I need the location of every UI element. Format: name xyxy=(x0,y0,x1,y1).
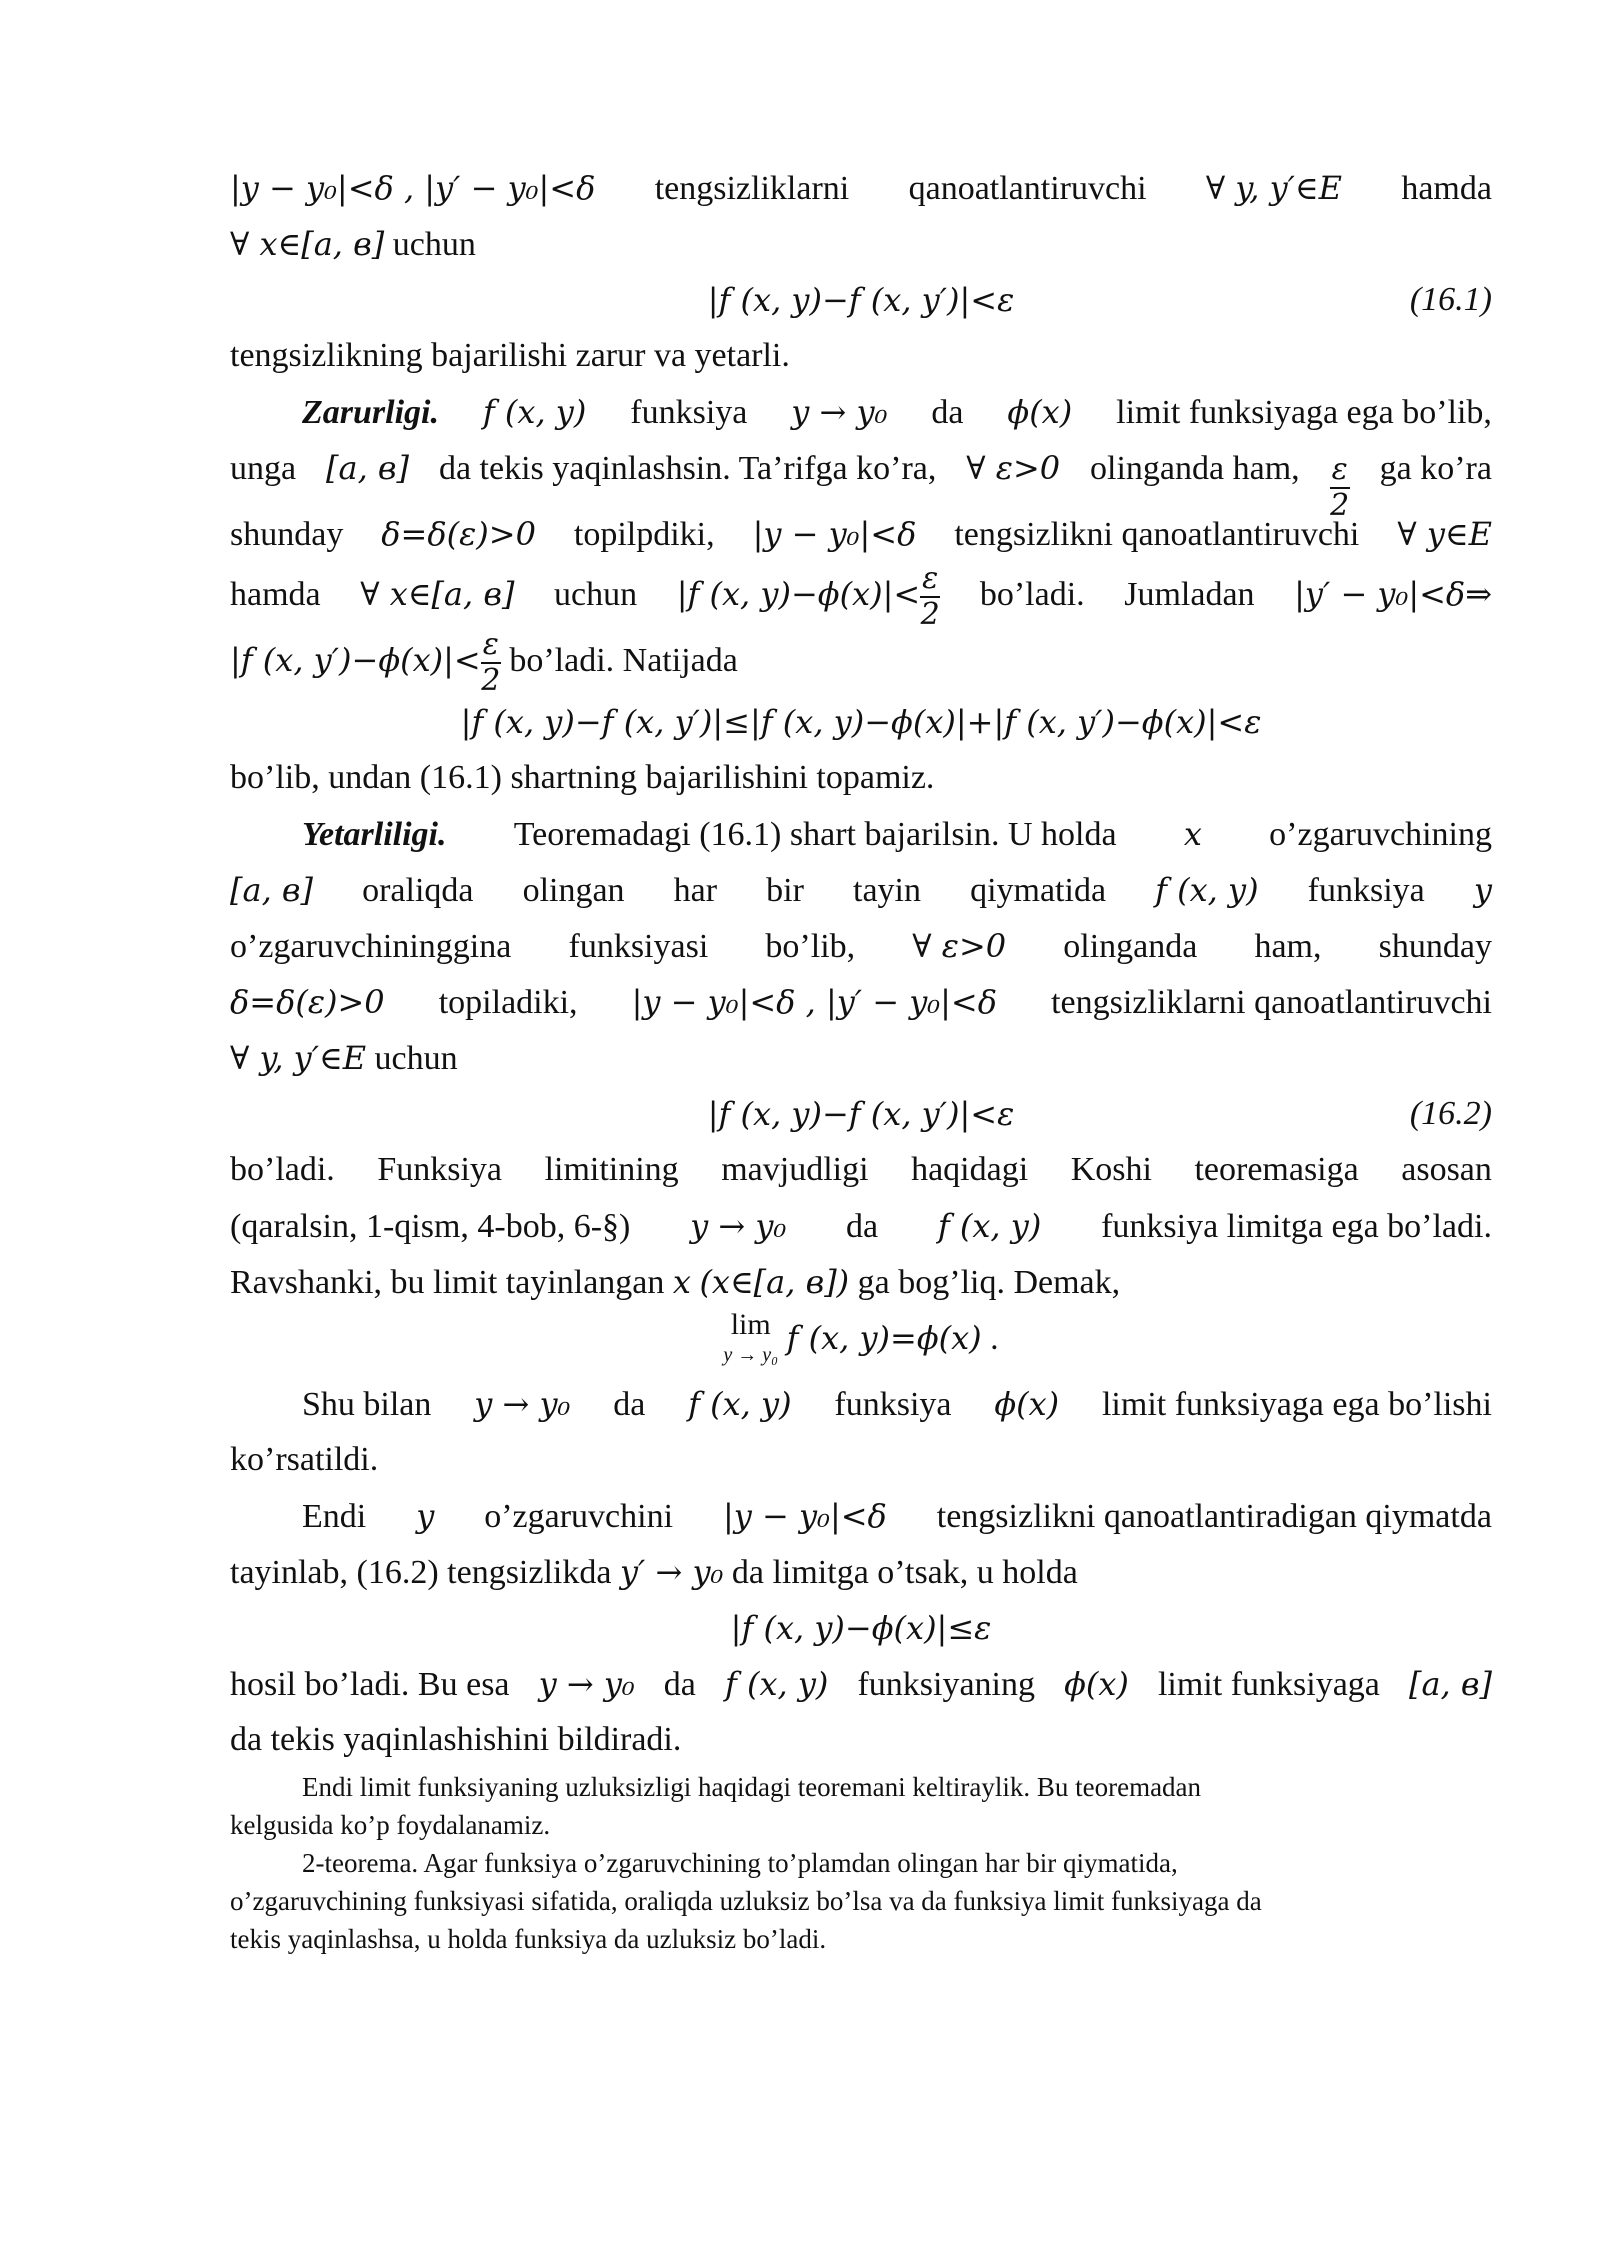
text-line-6 xyxy=(230,440,1492,523)
math: y → y₀ xyxy=(474,1385,571,1423)
text: hosil bo’ladi. Bu esa xyxy=(230,1666,510,1703)
equation-16-1 xyxy=(230,272,1492,328)
fraction: $\frac{\varepsilon}{2}$ xyxy=(481,627,501,698)
word: haqidagi xyxy=(911,1151,1029,1188)
word: Jumladan xyxy=(1124,575,1255,613)
math: δ=δ(ε)>0 xyxy=(381,515,536,553)
text-line-11: bo’lib, undan (16.1) shartning bajarilishini topamiz. xyxy=(230,759,935,796)
word: asosan xyxy=(1401,1151,1492,1188)
text: (qaralsin, 1-qism, 4-bob, 6-§) xyxy=(230,1208,631,1245)
math: y → y₀ xyxy=(791,393,888,431)
word: shunday xyxy=(1378,928,1492,965)
word: o’zgaruvchini xyxy=(484,1498,674,1535)
word: hamda xyxy=(1401,170,1492,207)
word: limitining xyxy=(544,1151,679,1188)
word: uchun xyxy=(554,575,638,613)
math: ϕ(x) xyxy=(994,1385,1060,1423)
word: mavjudligi xyxy=(721,1151,869,1188)
word: funksiyaning xyxy=(857,1666,1036,1703)
math: x xyxy=(672,1263,691,1301)
text-line-4: tengsizlikning bajarilishi zarur va yetarli. xyxy=(230,337,790,374)
math: |f (x, y′)−ϕ(x)|< xyxy=(230,640,481,679)
word: topiladiki, xyxy=(438,984,578,1021)
math: y xyxy=(1473,871,1492,909)
fraction: $\frac{\varepsilon}{2}$ xyxy=(920,561,940,632)
text: Teoremadagi (16.1) shart bajarilsin. U holda xyxy=(513,816,1117,853)
text-line-1 xyxy=(230,160,1492,216)
math: |y − y₀|<δ , |y′ − y₀|<δ xyxy=(631,983,997,1021)
math: ∀ y, y′∈E xyxy=(230,1039,367,1077)
math: y′ → y₀ xyxy=(619,1553,724,1591)
math-equation: |f (x, y)−f (x, y′)|<ε xyxy=(707,281,1015,319)
word: uchun xyxy=(374,1040,458,1077)
text: funksiya limitga ega bo’ladi. xyxy=(1101,1208,1492,1245)
math: y → y₀ xyxy=(690,1207,787,1245)
text-line-24 xyxy=(230,1488,1492,1544)
math: |y − y₀|<δ xyxy=(723,1497,887,1535)
word: bo’ladi. xyxy=(979,575,1085,613)
equation-number: (16.1) xyxy=(1409,281,1492,318)
text-line-7 xyxy=(230,506,1492,562)
word: shunday xyxy=(230,516,344,553)
word: da xyxy=(663,1666,696,1703)
word: Funksiya xyxy=(377,1151,503,1188)
math: ∀ ε>0 xyxy=(966,449,1061,487)
word: topilpdiki, xyxy=(573,516,715,553)
word: o’zgaruvchininggina xyxy=(230,928,512,965)
text-line-23: ko’rsatildi. xyxy=(230,1441,379,1478)
small-text-2: kelgusida ko’p foydalanamiz. xyxy=(230,1810,551,1840)
math: ∀ y∈E xyxy=(1397,515,1492,553)
word: Koshi xyxy=(1070,1151,1152,1188)
small-text-5: tekis yaqinlashsa, u holda funksiya da uzluksiz bo’ladi. xyxy=(230,1924,827,1954)
text: ga bog’liq. Demak, xyxy=(857,1264,1121,1301)
math: [a, в] xyxy=(230,871,314,909)
text-line-16 xyxy=(230,1030,1492,1086)
section-title: Yetarliligi. xyxy=(302,816,447,853)
fraction: $\frac{\varepsilon}{2}$ xyxy=(1330,452,1350,523)
math: f (x, y) xyxy=(482,393,587,431)
text: tengsizlikni qanoatlantiradigan qiymatda xyxy=(936,1498,1492,1535)
math: δ=δ(ε)>0 xyxy=(230,983,385,1021)
word: bo’lib, xyxy=(765,928,856,965)
word: funksiya xyxy=(834,1386,952,1423)
document-page xyxy=(230,160,1492,1958)
math: [a, в] xyxy=(1408,1665,1492,1703)
period: . xyxy=(990,1320,999,1357)
word: funksiyasi xyxy=(568,928,709,965)
word: teoremasiga xyxy=(1194,1151,1359,1188)
math: ∀ x∈[a, в] xyxy=(360,574,515,613)
math-equation: |f (x, y)−f (x, y′)|≤|f (x, y)−ϕ(x)|+|f (x, y′)−ϕ(x)|<ε xyxy=(460,703,1262,741)
text-line-5 xyxy=(230,384,1492,440)
math: |y′ − y₀|<δ⇒ xyxy=(1294,574,1492,613)
text: limit funksiyaga xyxy=(1157,1666,1380,1703)
math: y xyxy=(416,1497,435,1535)
word: funksiya xyxy=(1307,872,1425,909)
text-line-9 xyxy=(230,627,1492,698)
word: o’zgaruvchining xyxy=(1269,816,1492,853)
word: olingan xyxy=(522,872,625,909)
text: Shu bilan xyxy=(302,1386,432,1423)
text: ga ko’ra xyxy=(1379,450,1492,487)
word: qiymatida xyxy=(970,872,1107,909)
text-line-15 xyxy=(230,974,1492,1030)
section-title: Zarurligi. xyxy=(302,394,439,431)
text-line-20 xyxy=(230,1254,1492,1310)
math-equation: |f (x, y)−ϕ(x)|≤ε xyxy=(730,1609,992,1647)
math: f (x, y) xyxy=(937,1207,1042,1245)
text-line-18 xyxy=(230,1142,1492,1198)
text: olinganda ham, xyxy=(1090,450,1300,487)
text-line-13 xyxy=(230,862,1492,918)
word: da xyxy=(613,1386,646,1423)
word: da xyxy=(846,1208,879,1245)
word: Endi xyxy=(302,1498,367,1535)
math: f (x, y) xyxy=(724,1665,829,1703)
math: (x∈[a, в]) xyxy=(699,1263,850,1301)
math-forall: ∀ y, y′∈E xyxy=(1205,169,1342,207)
math-forall-x: ∀ x∈[a, в] xyxy=(230,225,385,263)
text: da limitga o’tsak, u holda xyxy=(731,1554,1078,1591)
math: [a, в] xyxy=(326,449,410,487)
math-with-fraction: |f (x, y)−ϕ(x)|< $\frac{\varepsilon}{2}$ xyxy=(676,561,940,632)
word: tayin xyxy=(853,872,921,909)
equation-16-2 xyxy=(230,1086,1492,1142)
text: tengsizlikni qanoatlantiruvchi xyxy=(954,516,1360,553)
math-equation: |f (x, y)−f (x, y′)|<ε xyxy=(707,1095,1015,1133)
text: bo’ladi. Natijada xyxy=(509,641,738,679)
small-text-4: o’zgaruvchining funksiyasi sifatida, oraliqda uzluksiz bo’lsa va da funksiya limit funksiyaga da xyxy=(230,1886,1262,1916)
word: bo’ladi. xyxy=(230,1151,335,1188)
math: x xyxy=(1183,815,1202,853)
word: tengsizliklarni xyxy=(654,170,850,207)
word: hamda xyxy=(230,575,321,613)
small-text-3: 2-teorema. Agar funksiya o’zgaruvchining to’plamdan olingan har bir qiymatida, xyxy=(302,1848,1178,1878)
text: tengsizliklarni qanoatlantiruvchi xyxy=(1051,984,1492,1021)
math: f (x, y) xyxy=(1155,871,1259,909)
text-line-2 xyxy=(230,216,1492,272)
math-inequalities: |y − y₀|<δ , |y′ − y₀|<δ xyxy=(230,169,596,207)
word: ham, xyxy=(1254,928,1322,965)
word: da xyxy=(931,394,964,431)
word: unga xyxy=(230,450,297,487)
math: f (x, y) xyxy=(688,1385,792,1423)
math: ∀ ε>0 xyxy=(912,927,1007,965)
word: uchun xyxy=(392,226,476,263)
text-line-25 xyxy=(230,1544,1492,1600)
text: Ravshanki, bu limit tayinlangan xyxy=(230,1264,665,1301)
text-line-28: da tekis yaqinlashishini bildiradi. xyxy=(230,1721,682,1758)
text-line-27 xyxy=(230,1656,1492,1712)
text: tayinlab, (16.2) tengsizlikda xyxy=(230,1554,612,1591)
text: da tekis yaqinlashsin. Ta’rifga ko’ra, xyxy=(438,450,937,487)
text-line-8 xyxy=(230,561,1492,632)
text: limit funksiyaga ega bo’lishi xyxy=(1101,1386,1492,1423)
math-equation: f (x, y)=ϕ(x) xyxy=(786,1319,982,1357)
math: ϕ(x) xyxy=(1007,393,1073,431)
limit-equation xyxy=(230,1310,1492,1376)
word: olinganda xyxy=(1063,928,1198,965)
small-text-1: Endi limit funksiyaning uzluksizligi haqidagi teoremani keltiraylik. Bu teoremadan xyxy=(302,1772,1202,1802)
equation-number: (16.2) xyxy=(1409,1095,1492,1132)
text-line-14 xyxy=(230,918,1492,974)
equation-final xyxy=(230,1600,1492,1656)
word: oraliqda xyxy=(362,872,474,909)
word: bir xyxy=(766,872,804,909)
text-line-19 xyxy=(230,1198,1492,1254)
math: ϕ(x) xyxy=(1064,1665,1129,1703)
word: funksiya xyxy=(630,394,748,431)
word: qanoatlantiruvchi xyxy=(908,170,1147,207)
word: har xyxy=(673,872,718,909)
text-line-22 xyxy=(230,1376,1492,1432)
math: y → y₀ xyxy=(538,1665,635,1703)
text: limit funksiyaga ega bo’lib, xyxy=(1116,394,1492,431)
math: |y − y₀|<δ xyxy=(752,515,917,553)
equation-triangle xyxy=(230,694,1492,750)
limit-operator: lim y → y₀ xyxy=(723,1308,779,1366)
text-line-12 xyxy=(230,806,1492,862)
